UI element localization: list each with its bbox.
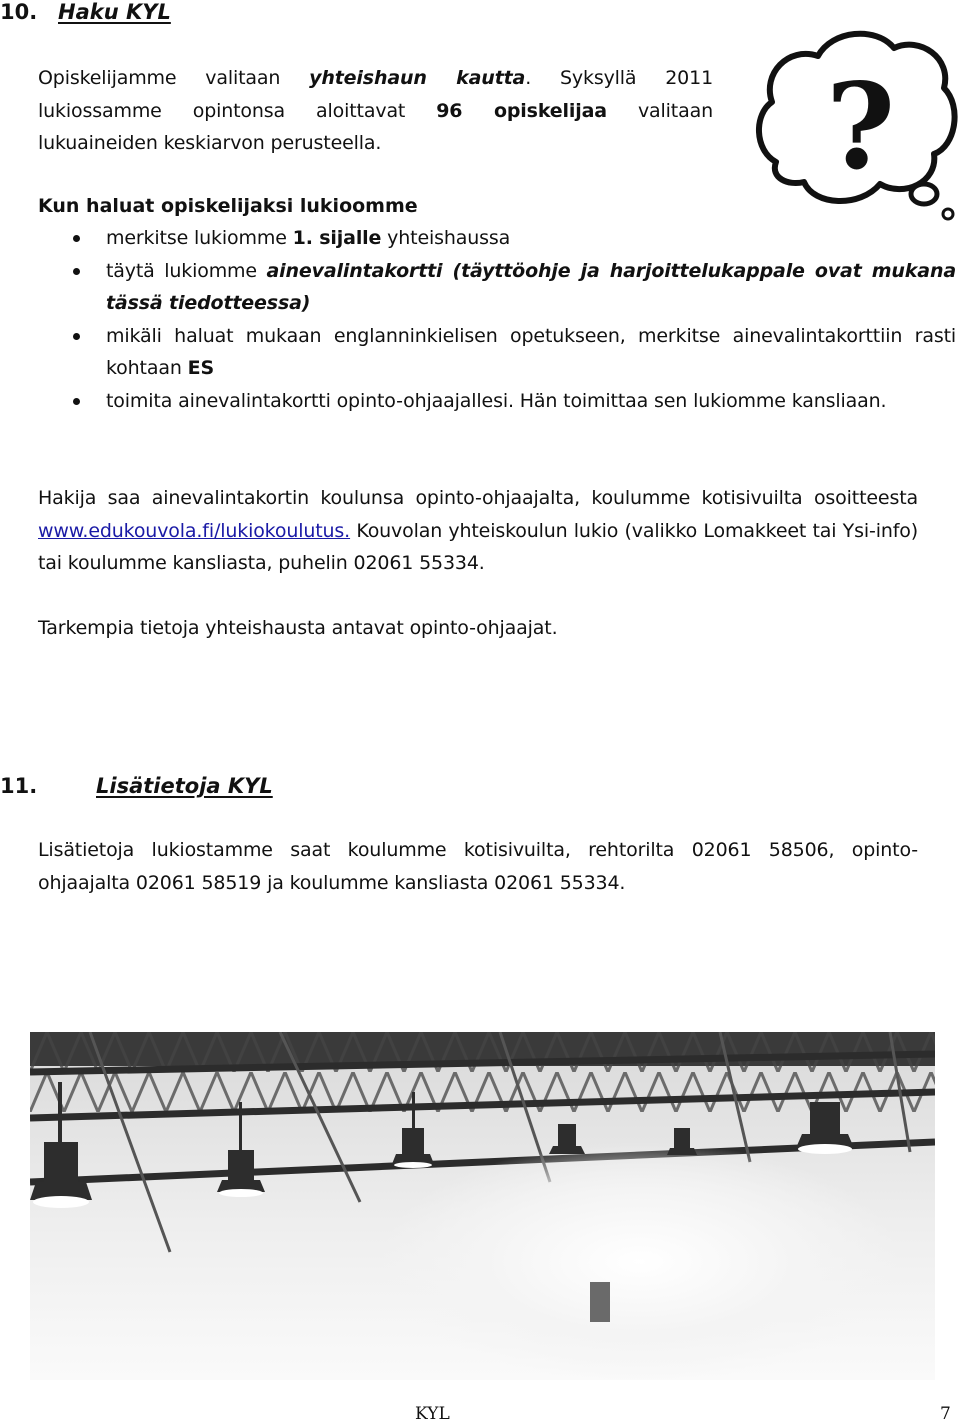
- emphasis-ainevalintakortti: ainevalintakortti (täyttöohje ja harjoittelukappale ovat mukana tässä tiedotteessa): [106, 259, 956, 314]
- bullet-icon: [73, 398, 80, 405]
- subheading: Kun haluat opiskelijaksi lukioomme: [38, 195, 418, 217]
- section-10-heading: [0, 0, 171, 24]
- intro-paragraph: [38, 62, 713, 160]
- list-item: merkitse lukiomme 1. sijalle yhteishaussa: [38, 222, 956, 255]
- thought-cloud-icon: [748, 22, 960, 222]
- question-mark: ?: [826, 57, 896, 196]
- tarkempia-paragraph: Tarkempia tietoja yhteishausta antavat opinto-ohjaajat.: [38, 617, 558, 639]
- section-title: Haku KYL: [58, 0, 171, 24]
- emphasis-es: ES: [187, 357, 214, 379]
- footer-left: KYL: [415, 1404, 450, 1424]
- ceiling-lights-image: [30, 1032, 935, 1380]
- intro-emphasis-96: 96 opiskelijaa: [436, 99, 607, 122]
- intro-text: valitaan lukuaineiden keskiarvon perusteella.: [38, 99, 713, 154]
- bullet-icon: [73, 333, 80, 340]
- edukouvola-link[interactable]: www.edukouvola.fi/lukiokoulutus.: [38, 519, 351, 542]
- hakija-paragraph: Hakija saa ainevalintakortin koulunsa opinto-ohjaajalta, koulumme kotisivuilta osoitteesta www.edukouvola.fi/lukiokoulutus. Kouvolan yhteiskoulun lukio (valikko Lomakkeet tai Ysi-info) tai koulumme kansliasta, puhelin 02061 55334.: [38, 487, 918, 574]
- intro-text: Opiskelijamme valitaan: [38, 67, 310, 89]
- section-11-heading: [0, 774, 273, 798]
- intro-emphasis-yhteishaun: yhteishaun kautta: [309, 67, 526, 89]
- lisatietoja-paragraph: Lisätietoja lukiostamme saat koulumme kotisivuilta, rehtorilta 02061 58506, opinto-ohjaajalta 02061 58519 ja koulumme kansliasta 02061 55334.: [38, 839, 918, 894]
- instruction-list: [38, 222, 956, 417]
- bullet-icon: [73, 235, 80, 242]
- list-item: mikäli haluat mukaan englanninkielisen opetukseen, merkitse ainevalintakorttiin rasti kohtaan ES: [38, 320, 956, 385]
- list-item: toimita ainevalintakortti opinto-ohjaajallesi. Hän toimittaa sen lukiomme kansliaan.: [38, 385, 956, 418]
- section-number: 11.: [0, 774, 38, 798]
- intro-text: . Syksyllä 2011 lukiossamme opintonsa aloittavat: [38, 67, 714, 122]
- section-number: 10.: [0, 0, 38, 24]
- bullet-icon: [73, 268, 80, 275]
- question-cloud-illustration: [748, 22, 960, 222]
- list-item: täytä lukiomme ainevalintakortti (täyttöohje ja harjoittelukappale ovat mukana tässä tiedotteessa): [38, 255, 956, 320]
- ceiling-photo: [30, 1032, 935, 1380]
- section-title: Lisätietoja KYL: [96, 774, 273, 798]
- page-number: 7: [940, 1404, 951, 1424]
- emphasis-sijalle: 1. sijalle: [292, 227, 382, 249]
